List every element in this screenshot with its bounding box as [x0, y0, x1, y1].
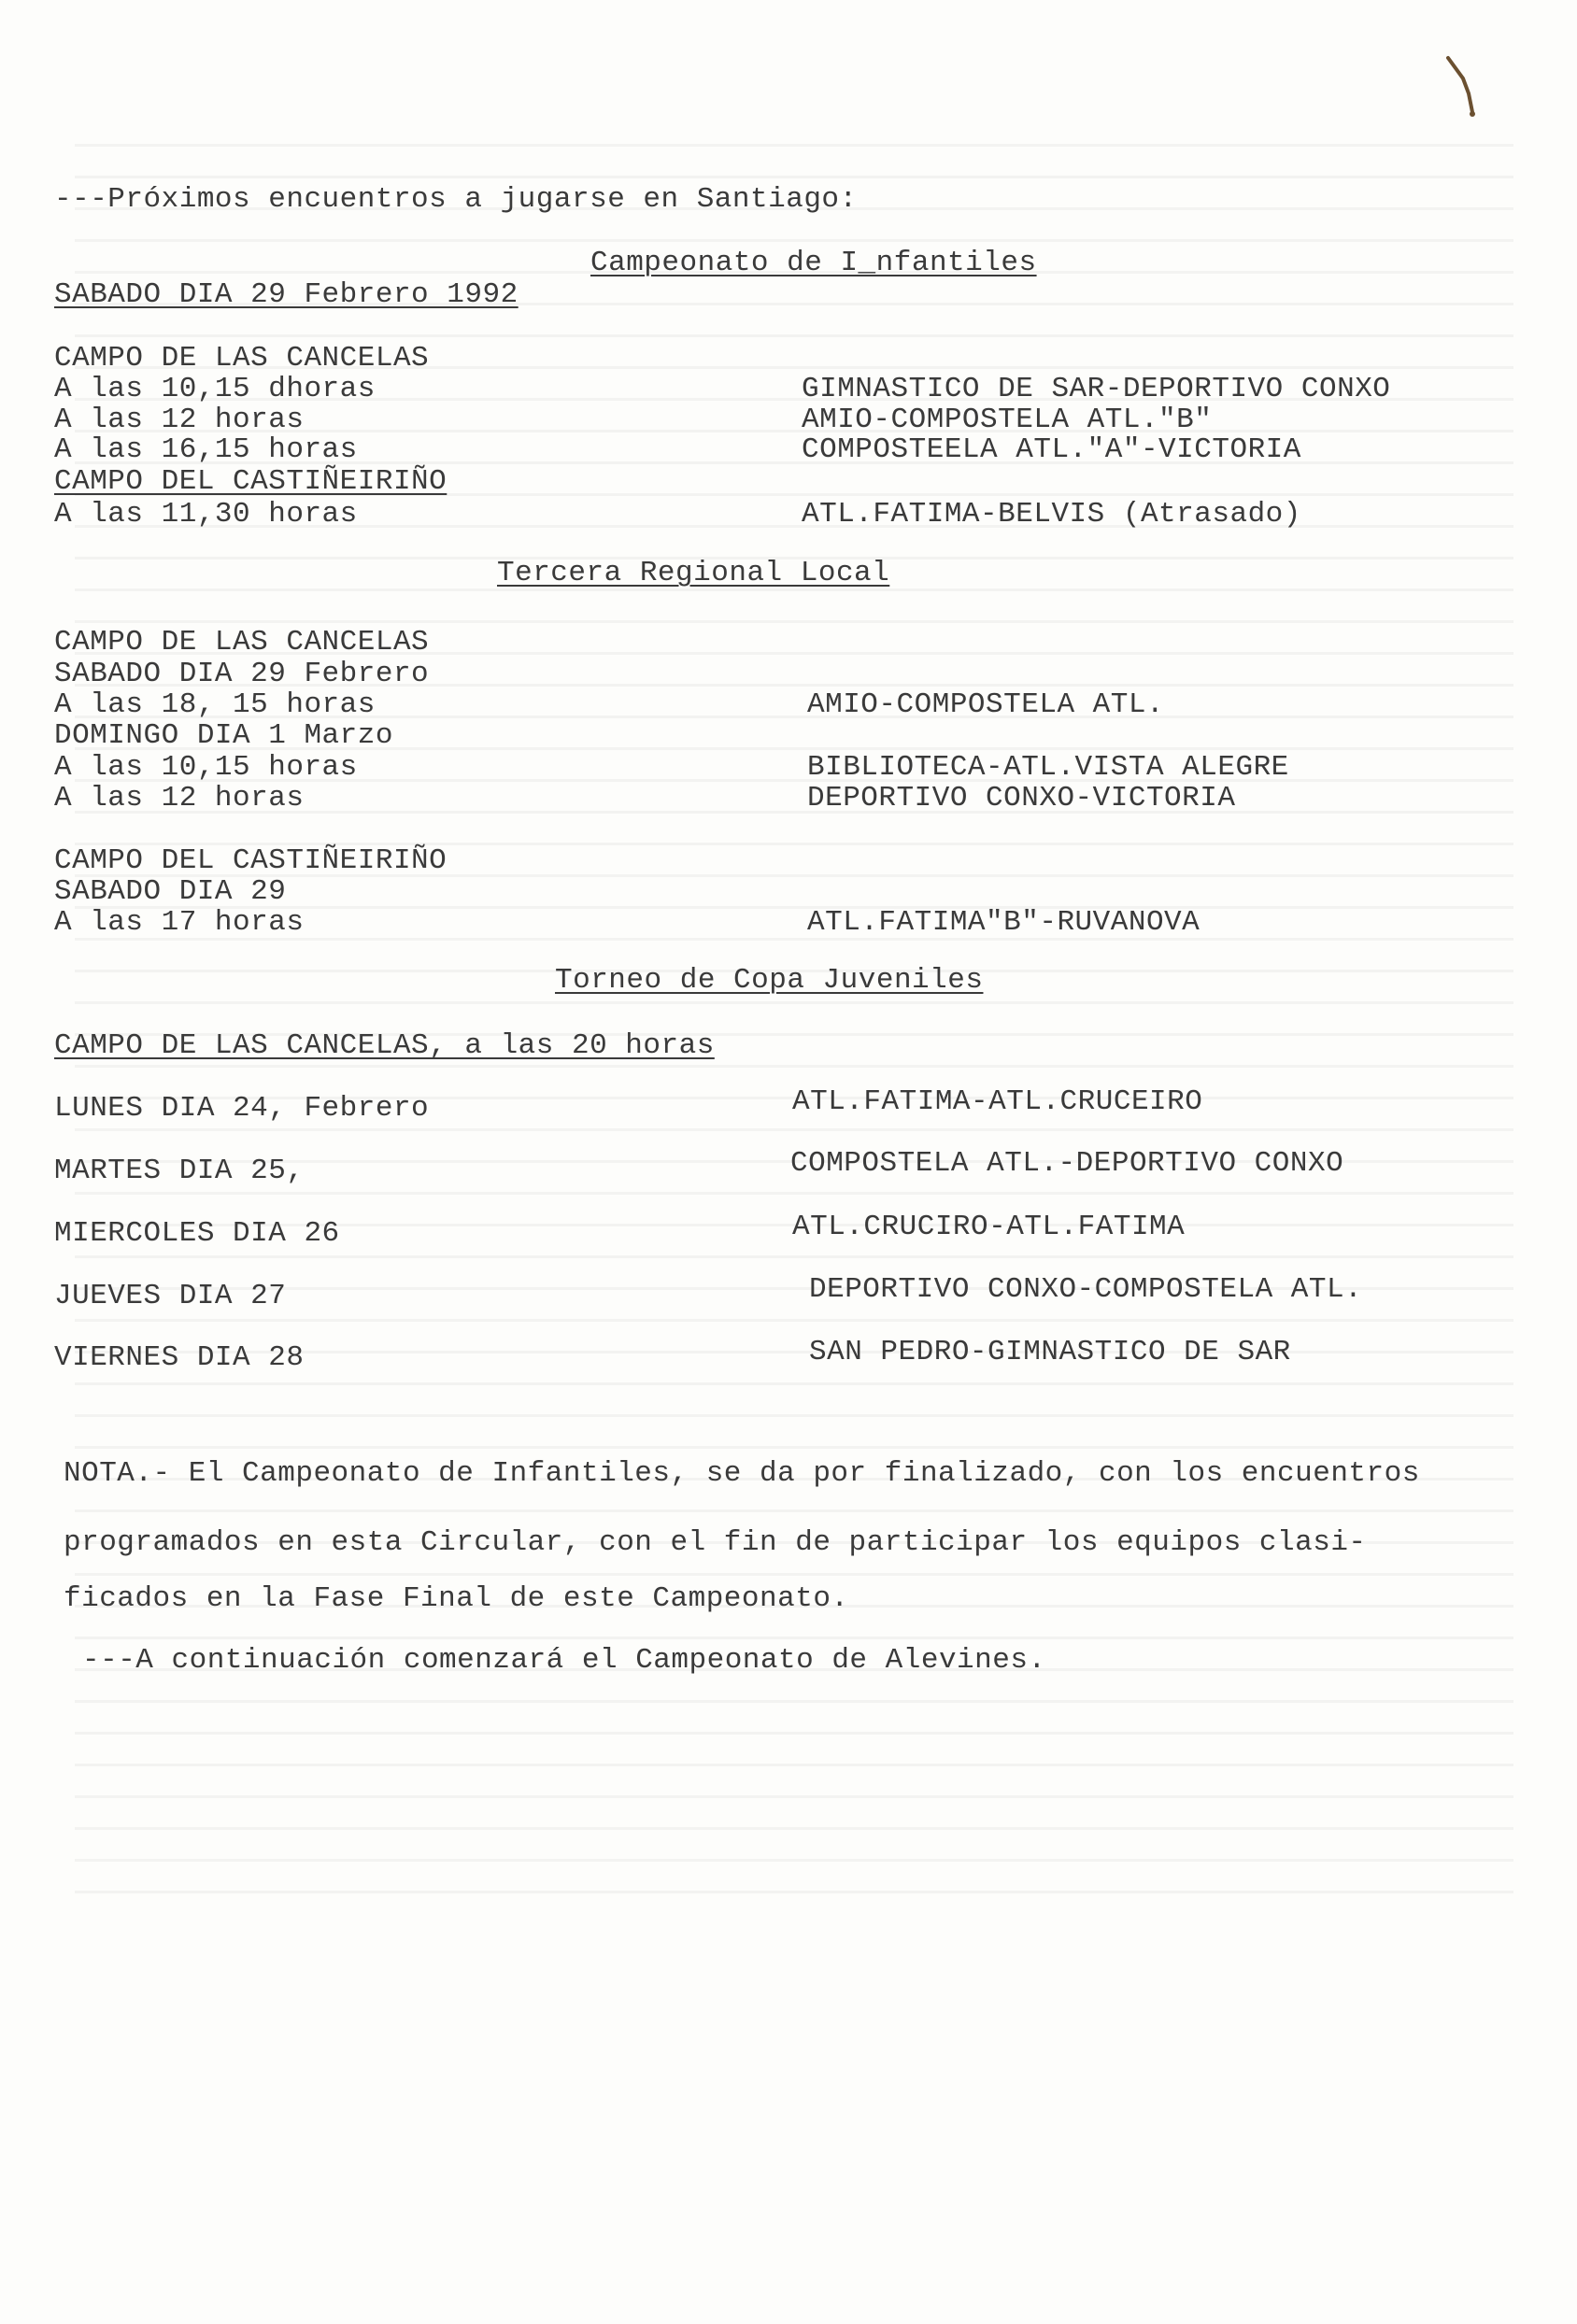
tercera-time-4: A las 17 horas	[54, 906, 305, 939]
note-line-3: ficados en la Fase Final de este Campeonato.	[64, 1582, 849, 1615]
juveniles-title: Torneo de Copa Juveniles	[555, 964, 984, 997]
note-line-2: programados en esta Circular, con el fin de participar los equipos clasi-	[64, 1526, 1367, 1559]
infantiles-time-2: A las 12 horas	[54, 404, 305, 436]
tercera-title: Tercera Regional Local	[497, 557, 890, 589]
juveniles-match-3: ATL.CRUCIRO-ATL.FATIMA	[792, 1211, 1186, 1243]
juveniles-day-4: JUEVES DIA 27	[54, 1280, 287, 1312]
infantiles-time-3: A las 16,15 horas	[54, 433, 358, 466]
infantiles-match-2: AMIO-COMPOSTELA ATL."B"	[802, 404, 1213, 436]
infantiles-time-1: A las 10,15 dhoras	[54, 373, 376, 405]
juveniles-match-4: DEPORTIVO CONXO-COMPOSTELA ATL.	[809, 1273, 1363, 1306]
juveniles-day-1: LUNES DIA 24, Febrero	[54, 1092, 430, 1125]
tercera-day-1: SABADO DIA 29 Febrero	[54, 658, 430, 690]
infantiles-venue-1: CAMPO DE LAS CANCELAS	[54, 342, 430, 375]
juveniles-day-2: MARTES DIA 25,	[54, 1155, 305, 1187]
tercera-day-3: SABADO DIA 29	[54, 875, 287, 908]
tercera-day-2: DOMINGO DIA 1 Marzo	[54, 719, 393, 752]
infantiles-match-1: GIMNASTICO DE SAR-DEPORTIVO CONXO	[802, 373, 1391, 405]
juveniles-day-3: MIERCOLES DIA 26	[54, 1217, 340, 1250]
tercera-match-3: DEPORTIVO CONXO-VICTORIA	[807, 782, 1236, 815]
note-line-4: ---A continuación comenzará el Campeonato de Alevines.	[82, 1644, 1046, 1677]
infantiles-date: SABADO DIA 29 Febrero 1992	[54, 278, 519, 311]
intro-line: ---Próximos encuentros a jugarse en Santiago:	[54, 183, 858, 216]
ink-mark	[1444, 52, 1478, 118]
infantiles-match-3: COMPOSTEELA ATL."A"-VICTORIA	[802, 433, 1301, 466]
tercera-venue-2: CAMPO DEL CASTIÑEIRIÑO	[54, 844, 448, 877]
tercera-time-3: A las 12 horas	[54, 782, 305, 815]
infantiles-time-4: A las 11,30 horas	[54, 498, 358, 531]
tercera-match-1: AMIO-COMPOSTELA ATL.	[807, 688, 1165, 721]
tercera-match-4: ATL.FATIMA"B"-RUVANOVA	[807, 906, 1201, 939]
infantiles-venue-2: CAMPO DEL CASTIÑEIRIÑO	[54, 465, 448, 498]
juveniles-venue: CAMPO DE LAS CANCELAS, a las 20 horas	[54, 1029, 715, 1062]
juveniles-match-2: COMPOSTELA ATL.-DEPORTIVO CONXO	[790, 1147, 1344, 1180]
juveniles-day-5: VIERNES DIA 28	[54, 1341, 305, 1374]
tercera-time-1: A las 18, 15 horas	[54, 688, 376, 721]
note-line-1: NOTA.- El Campeonato de Infantiles, se da por finalizado, con los encuentros	[64, 1457, 1420, 1490]
infantiles-match-4: ATL.FATIMA-BELVIS (Atrasado)	[802, 498, 1301, 531]
tercera-time-2: A las 10,15 horas	[54, 751, 358, 784]
tercera-venue-1: CAMPO DE LAS CANCELAS	[54, 626, 430, 659]
juveniles-match-5: SAN PEDRO-GIMNASTICO DE SAR	[809, 1336, 1291, 1368]
infantiles-title: Campeonato de I_nfantiles	[590, 247, 1037, 279]
tercera-match-2: BIBLIOTECA-ATL.VISTA ALEGRE	[807, 751, 1289, 784]
juveniles-match-1: ATL.FATIMA-ATL.CRUCEIRO	[792, 1085, 1203, 1118]
